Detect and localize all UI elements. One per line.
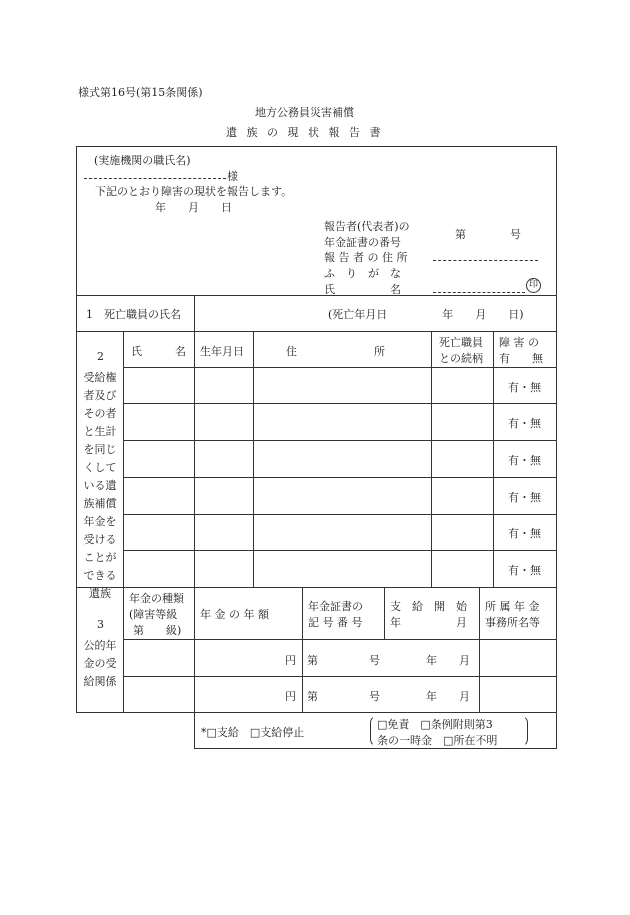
section2-label: 受給権者及びその者と生計を同じくしている遺族補償年金を受けることができる遺族 — [83, 371, 117, 600]
seal-mark: 印 — [526, 278, 541, 293]
start-year-month: 年 月 — [426, 690, 470, 703]
col-pension-type-1: 年金の種類 — [129, 592, 184, 605]
amount-yen: 円 — [285, 654, 296, 667]
cert-dai: 第 — [307, 654, 318, 667]
col-office-2: 事務所名等 — [485, 616, 540, 629]
col-cert-2: 記 号 番 号 — [308, 616, 363, 629]
payment-status-options: *□支給 □支給停止 — [201, 726, 305, 739]
s3-row-1 — [123, 639, 557, 640]
section1-label: 1 死亡職員の氏名 — [86, 308, 181, 321]
s3-col-3 — [302, 587, 303, 713]
col-address-header: 住 所 — [286, 345, 385, 358]
col-pension-type-2: (障害等級 — [129, 608, 178, 621]
s2-row-2 — [123, 403, 557, 404]
divider-section1-col — [194, 295, 195, 331]
divider-section1-top — [76, 295, 557, 296]
furigana-label: ふ り が な — [324, 267, 401, 280]
col-disability-header-2: 有 無 — [499, 352, 543, 365]
reporter-name-line — [433, 292, 525, 293]
s2-row-6 — [123, 550, 557, 551]
s2-col-3 — [253, 331, 254, 587]
s3-row-2 — [123, 676, 557, 677]
col-relation-header-1: 死亡職員 — [439, 336, 483, 349]
s2-col-4 — [431, 331, 432, 587]
start-year-month: 年 月 — [426, 654, 470, 667]
sama-label: 様 — [227, 170, 238, 183]
death-date: (死亡年月日 年 月 日) — [328, 308, 524, 321]
col-pension-amount: 年 金 の 年 額 — [200, 608, 269, 621]
intro-text: 下記のとおり障害の現状を報告します。 — [95, 185, 293, 198]
pension-number: 第 号 — [455, 228, 521, 241]
s2-row-1 — [123, 367, 557, 368]
s2-col-5 — [493, 331, 494, 587]
reporter-pension-label-2: 年金証書の番号 — [324, 236, 401, 249]
s3-col-5 — [479, 587, 480, 713]
exemption-options-1: □免責 □条例附則第3 — [377, 718, 493, 731]
agency-name-line — [84, 178, 226, 179]
col-birth-header: 生年月日 — [200, 345, 244, 358]
s2-row-3 — [123, 440, 557, 441]
col-cert-1: 年金証書の — [308, 600, 363, 613]
col-name-header: 氏 名 — [131, 345, 186, 358]
reporter-address-label: 報 告 者 の 住 所 — [324, 251, 408, 264]
cert-go: 号 — [369, 690, 380, 703]
col-start-2: 年 月 — [390, 616, 467, 629]
form-title-line2: 遺 族 の 現 状 報 告 書 — [226, 126, 384, 139]
disability-choice: 有・無 — [508, 417, 541, 430]
col-office-1: 所 属 年 金 — [485, 600, 540, 613]
s3-col-2 — [194, 587, 195, 713]
s2-row-4 — [123, 477, 557, 478]
col-relation-header-2: との続柄 — [439, 352, 483, 365]
form-title-line1: 地方公務員災害補償 — [255, 106, 354, 119]
col-start-1: 支 給 開 始 — [390, 600, 467, 613]
s2-col-1 — [123, 331, 124, 587]
col-disability-header-1: 障 害 の — [499, 336, 539, 349]
s3-col-4 — [384, 587, 385, 639]
disability-choice: 有・無 — [508, 564, 541, 577]
disability-choice: 有・無 — [508, 381, 541, 394]
agency-label: (実施機関の職氏名) — [94, 154, 191, 167]
cert-go: 号 — [369, 654, 380, 667]
reporter-address-line — [433, 260, 538, 261]
exemption-options-2: 条の一時金 □所在不明 — [377, 734, 498, 747]
report-date: 年 月 日 — [155, 201, 232, 214]
form-number: 様式第16号(第15条関係) — [78, 86, 203, 99]
divider-section2-top — [76, 331, 557, 332]
s3-col-1 — [123, 587, 124, 713]
col-pension-type-3: 第 級) — [133, 624, 182, 637]
s2-col-2 — [194, 331, 195, 587]
divider-section3-top — [76, 587, 557, 588]
cert-dai: 第 — [307, 690, 318, 703]
reporter-pension-label-1: 報告者(代表者)の — [324, 220, 410, 233]
s2-row-5 — [123, 514, 557, 515]
name-label: 氏 名 — [324, 283, 401, 296]
disability-choice: 有・無 — [508, 527, 541, 540]
section3-number: 3 — [97, 618, 104, 631]
section2-number: 2 — [97, 350, 104, 363]
amount-yen: 円 — [285, 690, 296, 703]
disability-choice: 有・無 — [508, 491, 541, 504]
section3-label: 公的年金の受給関係 — [83, 639, 117, 688]
disability-choice: 有・無 — [508, 454, 541, 467]
